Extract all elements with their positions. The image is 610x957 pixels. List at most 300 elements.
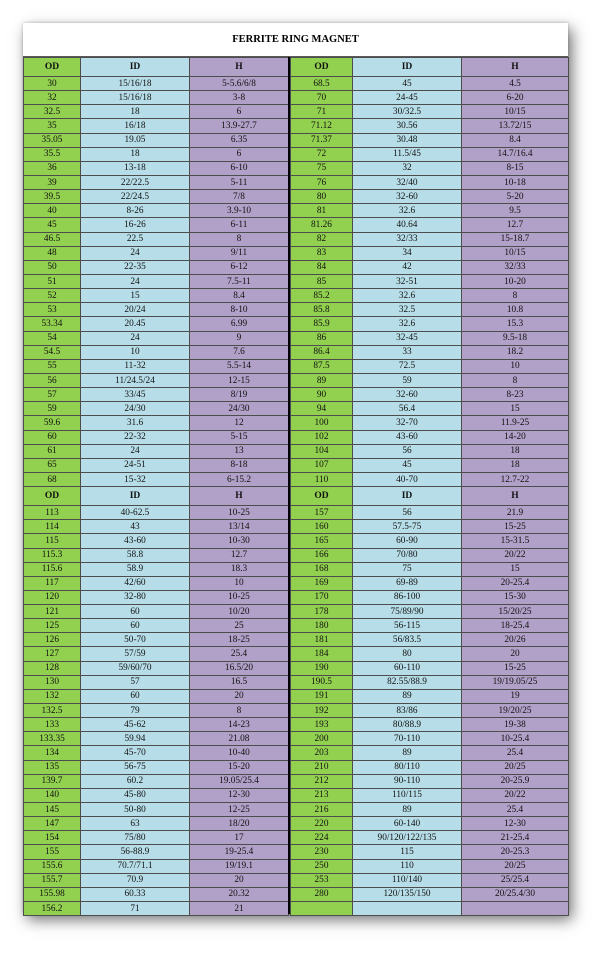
id-cell: 24 (81, 444, 190, 458)
od-cell: 53.34 (24, 317, 81, 331)
id-cell: 15 (81, 289, 190, 303)
id-cell: 56 (353, 444, 462, 458)
table-row (24, 760, 289, 774)
table-row (24, 675, 289, 689)
h-cell: 9.5 (462, 204, 569, 218)
id-cell: 32.5 (353, 303, 462, 317)
h-cell: 13/14 (190, 520, 289, 534)
od-cell: 104 (291, 444, 353, 458)
h-cell: 8 (190, 232, 289, 246)
od-cell: 68.5 (291, 77, 353, 91)
h-cell: 10.8 (462, 303, 569, 317)
table-row (291, 534, 569, 548)
id-cell: 42/60 (81, 576, 190, 590)
h-cell: 10/15 (462, 105, 569, 119)
id-cell: 19.05 (81, 133, 190, 147)
od-cell: 86 (291, 331, 353, 345)
id-cell: 45 (353, 458, 462, 472)
od-cell: 139.7 (24, 774, 81, 788)
id-cell: 70.9 (81, 873, 190, 887)
table-row (24, 77, 289, 91)
table-row (291, 317, 569, 331)
size-table-left (23, 57, 289, 916)
od-cell: 50 (24, 260, 81, 274)
left-top-section (24, 58, 289, 487)
id-cell: 42 (353, 260, 462, 274)
od-cell: 81.26 (291, 218, 353, 232)
table-row (24, 506, 289, 520)
id-cell: 80/88.9 (353, 718, 462, 732)
table-row (291, 605, 569, 619)
table-row (24, 232, 289, 246)
od-cell: 115.6 (24, 562, 81, 576)
od-cell: 71.12 (291, 119, 353, 133)
table-row (24, 190, 289, 204)
table-row (24, 402, 289, 416)
h-cell: 25 (190, 619, 289, 633)
id-cell: 80/110 (353, 760, 462, 774)
od-cell: 80 (291, 190, 353, 204)
id-cell: 24-51 (81, 458, 190, 472)
table-row (291, 760, 569, 774)
table-row (291, 175, 569, 189)
id-cell: 22-35 (81, 260, 190, 274)
id-cell: 15/16/18 (81, 91, 190, 105)
table-row (291, 548, 569, 562)
id-cell: 40-62.5 (81, 506, 190, 520)
id-cell: 34 (353, 246, 462, 260)
h-cell: 10-25.4 (462, 732, 569, 746)
h-cell: 10 (462, 359, 569, 373)
od-cell: 280 (291, 887, 353, 901)
table-row (291, 718, 569, 732)
table-row (24, 817, 289, 831)
h-cell: 20/25.4/30 (462, 887, 569, 901)
id-cell: 71 (81, 902, 190, 916)
table-row (291, 161, 569, 175)
table-row (291, 506, 569, 520)
od-cell: 52 (24, 289, 81, 303)
table-row (291, 303, 569, 317)
od-cell: 117 (24, 576, 81, 590)
table-row (24, 204, 289, 218)
od-cell: 213 (291, 788, 353, 802)
id-cell: 90-110 (353, 774, 462, 788)
od-cell: 216 (291, 803, 353, 817)
od-cell: 133.35 (24, 732, 81, 746)
od-cell: 84 (291, 260, 353, 274)
od-cell: 68 (24, 472, 81, 486)
table-row (291, 388, 569, 402)
table-row (291, 788, 569, 802)
id-cell: 56-88.9 (81, 845, 190, 859)
h-cell: 13.72/15 (462, 119, 569, 133)
od-cell: 250 (291, 859, 353, 873)
table-row (24, 704, 289, 718)
table-row (291, 689, 569, 703)
id-cell: 32/33 (353, 232, 462, 246)
table-row (24, 887, 289, 901)
od-cell: 36 (24, 161, 81, 175)
id-cell: 32 (353, 161, 462, 175)
od-cell: 40 (24, 204, 81, 218)
od-cell: 253 (291, 873, 353, 887)
id-cell: 33/45 (81, 388, 190, 402)
table-row (24, 331, 289, 345)
h-cell: 3.9-10 (190, 204, 289, 218)
header-id: ID (81, 487, 190, 506)
id-cell: 15/16/18 (81, 77, 190, 91)
od-cell: 192 (291, 704, 353, 718)
h-cell: 7.6 (190, 345, 289, 359)
h-cell: 12-30 (190, 788, 289, 802)
h-cell: 8 (462, 373, 569, 387)
id-cell: 60 (81, 689, 190, 703)
od-cell: 165 (291, 534, 353, 548)
table-row (24, 590, 289, 604)
table-row (24, 746, 289, 760)
table-row (291, 416, 569, 430)
id-cell: 89 (353, 803, 462, 817)
id-cell: 32-60 (353, 190, 462, 204)
id-cell: 20/24 (81, 303, 190, 317)
id-cell: 60.33 (81, 887, 190, 901)
right-top-section (291, 58, 569, 487)
od-cell: 53 (24, 303, 81, 317)
id-cell: 70-110 (353, 732, 462, 746)
h-cell: 6.99 (190, 317, 289, 331)
h-cell: 10/20 (190, 605, 289, 619)
table-row (24, 175, 289, 189)
od-cell: 155 (24, 845, 81, 859)
table-row (291, 133, 569, 147)
table-row (291, 147, 569, 161)
h-cell: 18/20 (190, 817, 289, 831)
id-cell: 57.5-75 (353, 520, 462, 534)
h-cell: 18-25.4 (462, 619, 569, 633)
od-cell: 71 (291, 105, 353, 119)
id-cell: 11-32 (81, 359, 190, 373)
od-cell: 184 (291, 647, 353, 661)
h-cell: 9 (190, 331, 289, 345)
h-cell: 19/19.1 (190, 859, 289, 873)
h-cell: 12.7 (462, 218, 569, 232)
id-cell: 60-140 (353, 817, 462, 831)
header-id: ID (81, 58, 190, 77)
h-cell: 18.3 (190, 562, 289, 576)
table-row (291, 902, 569, 916)
header-h: H (462, 487, 569, 506)
header-h: H (190, 58, 289, 77)
od-cell: 212 (291, 774, 353, 788)
id-cell: 8-26 (81, 204, 190, 218)
table-row (291, 859, 569, 873)
id-cell: 22-32 (81, 430, 190, 444)
id-cell: 45-62 (81, 718, 190, 732)
h-cell: 25/25.4 (462, 873, 569, 887)
id-cell: 24 (81, 246, 190, 260)
id-cell: 15-32 (81, 472, 190, 486)
table-row (291, 289, 569, 303)
sheet-title: FERRITE RING MAGNET (23, 23, 568, 57)
id-cell: 57/59 (81, 647, 190, 661)
id-cell: 16/18 (81, 119, 190, 133)
h-cell: 10-18 (462, 175, 569, 189)
h-cell: 21 (190, 902, 289, 916)
od-cell: 155.6 (24, 859, 81, 873)
od-cell: 72 (291, 147, 353, 161)
id-cell: 32-45 (353, 331, 462, 345)
h-cell: 20 (190, 873, 289, 887)
od-cell: 102 (291, 430, 353, 444)
od-cell: 59.6 (24, 416, 81, 430)
id-cell: 75 (353, 562, 462, 576)
table-row (291, 472, 569, 486)
od-cell: 35 (24, 119, 81, 133)
h-cell: 9/11 (190, 246, 289, 260)
h-cell: 6 (190, 147, 289, 161)
table-row (24, 105, 289, 119)
h-cell: 20/25 (462, 760, 569, 774)
h-cell: 18-25 (190, 633, 289, 647)
size-table-right (290, 57, 569, 916)
od-cell: 30 (24, 77, 81, 91)
header-row (291, 58, 569, 77)
table-row (24, 444, 289, 458)
id-cell: 40.64 (353, 218, 462, 232)
od-cell: 190.5 (291, 675, 353, 689)
h-cell: 15-30 (462, 590, 569, 604)
h-cell: 21.08 (190, 732, 289, 746)
table-row (24, 831, 289, 845)
od-cell: 94 (291, 402, 353, 416)
table-row (24, 520, 289, 534)
id-cell: 30.56 (353, 119, 462, 133)
table-row (291, 91, 569, 105)
id-cell: 79 (81, 704, 190, 718)
h-cell: 12-25 (190, 803, 289, 817)
table-row (291, 845, 569, 859)
id-cell: 56 (353, 506, 462, 520)
table-row (291, 732, 569, 746)
right-bottom-section (291, 487, 569, 916)
h-cell: 20-25.9 (462, 774, 569, 788)
od-cell: 87.5 (291, 359, 353, 373)
id-cell: 110/115 (353, 788, 462, 802)
table-row (291, 520, 569, 534)
table-row (24, 873, 289, 887)
id-cell: 24/30 (81, 402, 190, 416)
table-row (291, 373, 569, 387)
table-row (24, 458, 289, 472)
h-cell: 20.32 (190, 887, 289, 901)
table-row (291, 887, 569, 901)
id-cell: 22.5 (81, 232, 190, 246)
id-cell: 32-70 (353, 416, 462, 430)
od-cell: 107 (291, 458, 353, 472)
id-cell: 11/24.5/24 (81, 373, 190, 387)
od-cell: 85.9 (291, 317, 353, 331)
left-bottom-section (24, 487, 289, 916)
table-row (291, 774, 569, 788)
id-cell: 59 (353, 373, 462, 387)
id-cell: 80 (353, 647, 462, 661)
od-cell: 210 (291, 760, 353, 774)
h-cell: 24/30 (190, 402, 289, 416)
header-row (24, 58, 289, 77)
h-cell: 14-23 (190, 718, 289, 732)
od-cell: 86.4 (291, 345, 353, 359)
h-cell: 19-38 (462, 718, 569, 732)
od-cell: 85.8 (291, 303, 353, 317)
id-cell: 56.4 (353, 402, 462, 416)
id-cell: 32.6 (353, 204, 462, 218)
table-row (291, 576, 569, 590)
h-cell: 8-15 (462, 161, 569, 175)
id-cell: 82.55/88.9 (353, 675, 462, 689)
table-row (291, 590, 569, 604)
table-row (291, 675, 569, 689)
h-cell: 20-25.3 (462, 845, 569, 859)
id-cell: 60.2 (81, 774, 190, 788)
table-row (24, 562, 289, 576)
id-cell: 32-60 (353, 388, 462, 402)
table-row (24, 218, 289, 232)
h-cell: 13.9-27.7 (190, 119, 289, 133)
od-cell: 190 (291, 661, 353, 675)
od-cell: 54.5 (24, 345, 81, 359)
h-cell: 16.5/20 (190, 661, 289, 675)
h-cell: 14-20 (462, 430, 569, 444)
od-cell: 155.7 (24, 873, 81, 887)
od-cell: 32.5 (24, 105, 81, 119)
h-cell: 32/33 (462, 260, 569, 274)
od-cell: 100 (291, 416, 353, 430)
od-cell: 39.5 (24, 190, 81, 204)
h-cell: 6-10 (190, 161, 289, 175)
ferrite-ring-magnet-sheet (23, 23, 568, 914)
table-row (291, 274, 569, 288)
id-cell: 69-89 (353, 576, 462, 590)
od-cell: 54 (24, 331, 81, 345)
table-row (291, 430, 569, 444)
id-cell: 33 (353, 345, 462, 359)
table-row (24, 859, 289, 873)
h-cell: 13 (190, 444, 289, 458)
id-cell: 83/86 (353, 704, 462, 718)
od-cell: 156.2 (24, 902, 81, 916)
od-cell: 35.5 (24, 147, 81, 161)
table-row (24, 788, 289, 802)
od-cell: 145 (24, 803, 81, 817)
table-row (24, 388, 289, 402)
od-cell: 81 (291, 204, 353, 218)
h-cell: 7/8 (190, 190, 289, 204)
od-cell: 71.37 (291, 133, 353, 147)
h-cell: 10 (190, 576, 289, 590)
h-cell: 20 (190, 689, 289, 703)
table-row (24, 902, 289, 916)
table-row (291, 661, 569, 675)
id-cell: 24 (81, 331, 190, 345)
h-cell: 15-20 (190, 760, 289, 774)
id-cell: 32.6 (353, 289, 462, 303)
table-row (291, 873, 569, 887)
table-row (291, 458, 569, 472)
table-row (24, 274, 289, 288)
od-cell: 89 (291, 373, 353, 387)
id-cell: 59/60/70 (81, 661, 190, 675)
table-row (291, 218, 569, 232)
od-cell: 203 (291, 746, 353, 760)
table-row (291, 817, 569, 831)
h-cell: 6-11 (190, 218, 289, 232)
h-cell: 8 (190, 704, 289, 718)
od-cell: 157 (291, 506, 353, 520)
od-cell: 32 (24, 91, 81, 105)
h-cell: 6-15.2 (190, 472, 289, 486)
header-od: OD (24, 58, 81, 77)
h-cell: 15/20/25 (462, 605, 569, 619)
h-cell: 20/22 (462, 548, 569, 562)
od-cell: 46.5 (24, 232, 81, 246)
h-cell: 8/19 (190, 388, 289, 402)
od-cell: 125 (24, 619, 81, 633)
h-cell: 15 (462, 562, 569, 576)
id-cell: 75/89/90 (353, 605, 462, 619)
id-cell: 58.9 (81, 562, 190, 576)
table-row (24, 689, 289, 703)
h-cell: 25.4 (462, 803, 569, 817)
h-cell: 12.7 (190, 548, 289, 562)
od-cell: 168 (291, 562, 353, 576)
id-cell: 20.45 (81, 317, 190, 331)
id-cell: 56-115 (353, 619, 462, 633)
od-cell: 61 (24, 444, 81, 458)
table-row (24, 576, 289, 590)
od-cell: 155.98 (24, 887, 81, 901)
id-cell (353, 902, 462, 916)
od-cell: 191 (291, 689, 353, 703)
od-cell: 39 (24, 175, 81, 189)
table-row (291, 444, 569, 458)
table-row (24, 289, 289, 303)
id-cell: 11.5/45 (353, 147, 462, 161)
id-cell: 89 (353, 746, 462, 760)
od-cell: 147 (24, 817, 81, 831)
od-cell: 110 (291, 472, 353, 486)
h-cell: 18.2 (462, 345, 569, 359)
h-cell: 7.5-11 (190, 274, 289, 288)
od-cell: 56 (24, 373, 81, 387)
table-row (24, 373, 289, 387)
h-cell: 20 (462, 647, 569, 661)
table-row (24, 246, 289, 260)
h-cell: 19.05/25.4 (190, 774, 289, 788)
table-row (24, 619, 289, 633)
od-cell: 181 (291, 633, 353, 647)
h-cell: 10/15 (462, 246, 569, 260)
table-row (291, 260, 569, 274)
h-cell: 14.7/16.4 (462, 147, 569, 161)
od-cell: 134 (24, 746, 81, 760)
od-cell: 55 (24, 359, 81, 373)
h-cell: 25.4 (190, 647, 289, 661)
table-row (24, 430, 289, 444)
table-row (291, 562, 569, 576)
od-cell: 220 (291, 817, 353, 831)
od-cell: 113 (24, 506, 81, 520)
